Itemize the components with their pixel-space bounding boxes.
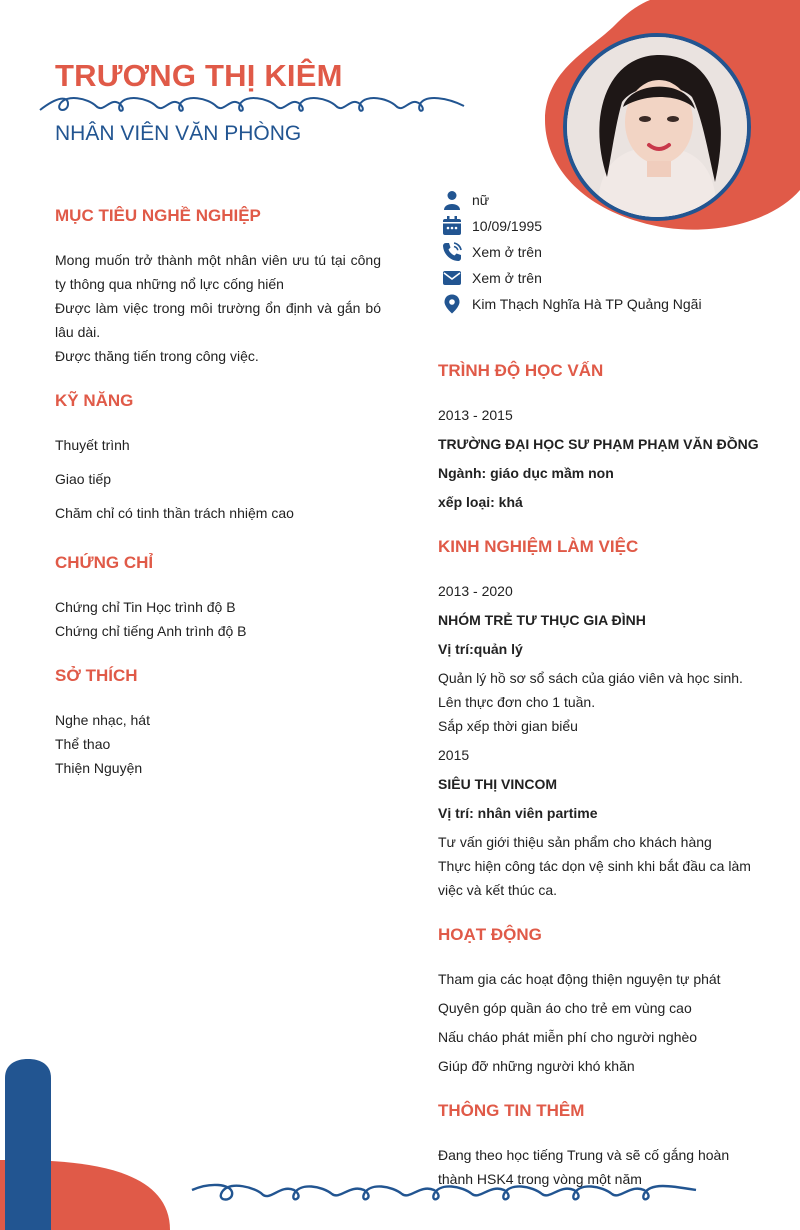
education-major: Ngành: giáo dục mầm non <box>438 465 614 481</box>
activities-heading: HOẠT ĐỘNG <box>438 925 542 944</box>
objective-line: Được thăng tiến trong công việc. <box>55 348 259 364</box>
job-description <box>438 666 758 738</box>
extra-info-heading: THÔNG TIN THÊM <box>438 1101 585 1120</box>
job-position: Vị trí: nhân viên partime <box>438 805 598 821</box>
job-line: Lên thực đơn cho 1 tuần. <box>438 694 596 710</box>
decorative-shapes-bottom-left <box>0 1050 180 1230</box>
education-school: TRƯỜNG ĐẠI HỌC SƯ PHẠM PHẠM VĂN ĐỒNG <box>438 436 759 452</box>
calendar-icon <box>440 214 464 238</box>
job-company: SIÊU THỊ VINCOM <box>438 776 558 792</box>
skill-item: Chăm chỉ có tinh thần trách nhiệm cao <box>55 505 294 521</box>
job-description <box>438 830 754 902</box>
job-line: Thực hiện công tác dọn vệ sinh khi bắt đầu ca làm việc và kết thúc ca. <box>438 858 751 898</box>
contact-phone: Xem ở trên <box>440 240 542 264</box>
job-period: 2015 <box>438 747 470 763</box>
education-heading: TRÌNH ĐỘ HỌC VẤN <box>438 361 604 380</box>
phone-icon <box>440 240 464 264</box>
objective-heading: MỤC TIÊU NGHỀ NGHIỆP <box>55 206 261 225</box>
decorative-squiggle-top <box>38 92 468 120</box>
skill-item: Thuyết trình <box>55 437 130 453</box>
contact-gender: nữ <box>440 188 489 212</box>
skills-heading: KỸ NĂNG <box>55 391 134 410</box>
hobbies-heading: SỞ THÍCH <box>55 666 138 685</box>
person-icon <box>440 188 464 212</box>
job-title: NHÂN VIÊN VĂN PHÒNG <box>55 122 302 145</box>
experience-heading: KINH NGHIỆM LÀM VIỆC <box>438 537 639 556</box>
job-period: 2013 - 2020 <box>438 583 513 599</box>
contact-address: Kim Thạch Nghĩa Hà TP Quảng Ngãi <box>440 292 702 316</box>
activity-item: Tham gia các hoạt động thiện nguyện tự phát <box>438 971 721 987</box>
job-line: Quản lý hồ sơ sổ sách của giáo viên và học sinh. <box>438 670 743 686</box>
education-period: 2013 - 2015 <box>438 407 513 423</box>
candidate-name: TRƯƠNG THỊ KIÊM <box>55 58 343 93</box>
avatar <box>563 33 751 221</box>
certificates-heading: CHỨNG CHỈ <box>55 553 154 572</box>
objective-text <box>55 248 381 368</box>
job-company: NHÓM TRẺ TƯ THỤC GIA ĐÌNH <box>438 612 646 628</box>
skill-item: Giao tiếp <box>55 471 112 487</box>
mail-icon <box>440 266 464 290</box>
hobby-item: Nghe nhạc, hát <box>55 712 150 728</box>
extra-info-text: Đang theo học tiếng Trung và sẽ cố gắng hoàn thành HSK4 trong vòng một năm <box>438 1147 730 1187</box>
hobby-item: Thể thao <box>55 736 111 752</box>
objective-line: Được làm việc trong môi trường ổn định và gắn bó lâu dài. <box>55 300 381 340</box>
decorative-squiggle-bottom <box>190 1178 700 1208</box>
location-pin-icon <box>440 292 464 316</box>
activity-item: Quyên góp quần áo cho trẻ em vùng cao <box>438 1000 692 1016</box>
education-grade: xếp loại: khá <box>438 494 523 510</box>
contact-birthdate: 10/09/1995 <box>440 214 542 238</box>
job-position: Vị trí:quản lý <box>438 641 523 657</box>
activity-item: Giúp đỡ những người khó khăn <box>438 1058 635 1074</box>
certificate-item: Chứng chỉ tiếng Anh trình độ B <box>55 623 247 639</box>
job-line: Tư vấn giới thiệu sản phẩm cho khách hàng <box>438 834 712 850</box>
activity-item: Nấu cháo phát miễn phí cho người nghèo <box>438 1029 698 1045</box>
objective-line: Mong muốn trở thành một nhân viên ưu tú tại công ty thông qua những nổ lực cống hiến <box>55 252 381 292</box>
portrait-image <box>567 37 747 217</box>
job-line: Sắp xếp thời gian biểu <box>438 718 578 734</box>
contact-email: Xem ở trên <box>440 266 542 290</box>
certificate-item: Chứng chỉ Tin Học trình độ B <box>55 599 236 615</box>
hobby-item: Thiện Nguyện <box>55 760 143 776</box>
